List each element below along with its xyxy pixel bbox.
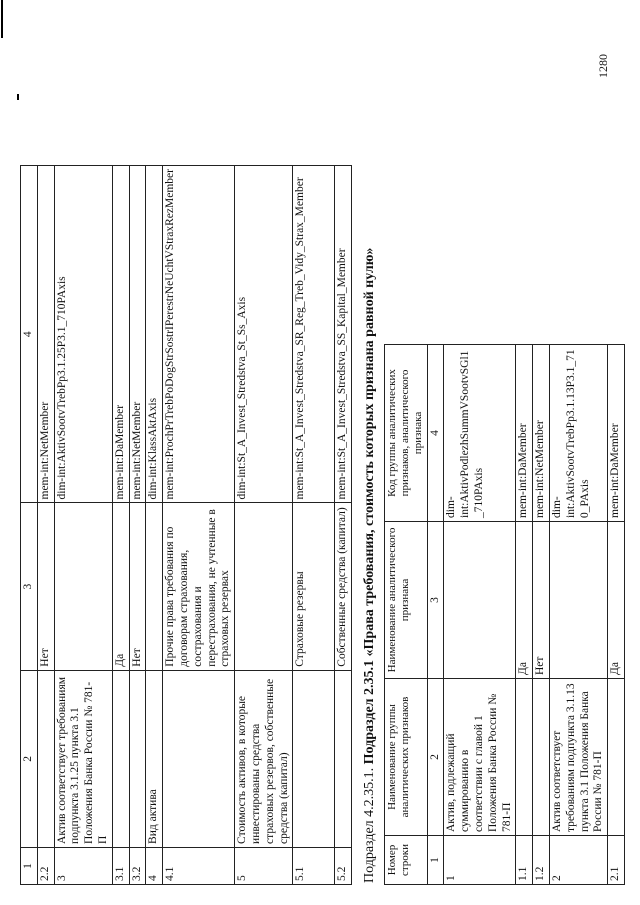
table-row [444,345,516,885]
column-number: 2 [21,670,38,847]
group-name [533,679,550,836]
table-row [54,166,112,885]
attribute-name: Нет [129,503,146,670]
attribute-code: mem-int:NetMember [533,345,550,522]
row-number: 4 [146,847,163,884]
subsection-number: Подраздел 4.2.35.1. [362,767,377,883]
group-name [293,670,335,847]
table-row [608,345,625,885]
column-number: 3 [21,503,38,670]
attribute-name: Нет [533,522,550,679]
attribute-code: dim-int:St_A_Invest_Stredstva_St_Ss_Axis [235,166,293,504]
table-row [163,166,235,885]
group-name [112,670,129,847]
row-number: 5 [235,847,293,884]
group-name [163,670,235,847]
column-number: 3 [427,522,444,679]
row-number: 1.2 [533,836,550,885]
table-row [235,166,293,885]
attribute-name [444,522,516,679]
group-name: Актив соответствует требованиям подпункта 3.1.25 пункта 3.1 Положения Банка России № 781-П [54,670,112,847]
table-row [37,166,54,885]
attribute-name [146,503,163,670]
attribute-name: Нет [37,503,54,670]
attribute-name: Да [608,522,625,679]
column-number: 1 [21,847,38,884]
attribute-code: mem-int:St_A_Invest_Stredstva_SS_Kapital_Member [335,166,352,504]
column-number: 4 [21,166,38,504]
table-row [335,166,352,885]
column-header: Код группы аналитических признаков, аналитического признака [385,345,428,522]
row-number: 1.1 [516,836,533,885]
table-row [549,345,607,885]
attribute-code: mem-int:ProchPrTrebPoDogStrSostrIPerestrNeUchtVStraxRezMember [163,166,235,504]
row-number: 2.1 [608,836,625,885]
subsection-title: Подраздел 2.35.1 «Права требования, стоимость которых признана равной нулю» [362,247,377,765]
column-header: Наименование группы аналитических признаков [385,679,428,836]
attribute-code: dim-int:KlassAktAxis [146,166,163,504]
row-number: 3.1 [112,847,129,884]
attribute-code: dim-int:AktivPodlezhSummVSootvSGl1_710PAxis [444,345,516,522]
column-number: 2 [427,679,444,836]
attributes-table-2-35-1 [384,344,625,885]
table-row [129,166,146,885]
attribute-code: dim-int:AktivSootvTrebPp3.1.25P3.1_710PAxis [54,166,112,504]
group-name [608,679,625,836]
attribute-code: dim-int:AktivSootvTrebPp3.1.13P3.1_710_PAxis [549,345,607,522]
row-number: 4.1 [163,847,235,884]
table-row [516,345,533,885]
column-header: Номер строки [385,836,428,885]
group-name: Актив, подлежащий суммированию в соответствии с главой 1 Положения Банка России № 781-П [444,679,516,836]
row-number: 5.2 [335,847,352,884]
attribute-code: mem-int:DaMember [112,166,129,504]
attribute-code: mem-int:NetMember [37,166,54,504]
group-name [335,670,352,847]
row-number: 2.2 [37,847,54,884]
table-row [293,166,335,885]
column-number: 4 [427,345,444,522]
column-header: Наименование аналитического признака [385,522,428,679]
column-number-row [427,345,444,885]
table-row [533,345,550,885]
row-number: 3.2 [129,847,146,884]
attribute-name [549,522,607,679]
row-number: 1 [444,836,516,885]
group-name: Актив соответствует требованиям подпункта 3.1.13 пункта 3.1 Положения Банка России № 781-П [549,679,607,836]
attribute-code: mem-int:DaMember [516,345,533,522]
row-number: 3 [54,847,112,884]
attribute-name [54,503,112,670]
column-number-row [21,166,38,885]
attribute-name: Страховые резервы [293,503,335,670]
row-number: 2 [549,836,607,885]
row-number: 5.1 [293,847,335,884]
attribute-name: Да [516,522,533,679]
attribute-name: Собственные средства (капитал) [335,503,352,670]
group-name: Вид актива [146,670,163,847]
group-name: Стоимость активов, в которые инвестированы средства страховых резервов, собственные средства (капитал) [235,670,293,847]
attribute-name: Прочие права требования по договорам страхования, сострахования и перестрахования, не учтенные в страховых резервах [163,503,235,670]
group-name [516,679,533,836]
attribute-name: Да [112,503,129,670]
attribute-code: mem-int:NetMember [129,166,146,504]
table-row [146,166,163,885]
attribute-code: mem-int:St_A_Invest_Stredstva_SR_Reg_Treb_Vidy_Strax_Member [293,166,335,504]
attribute-code: mem-int:DaMember [608,345,625,522]
attribute-name [235,503,293,670]
page-number: 1280 [596,54,610,78]
column-header-row [385,345,428,885]
group-name [129,670,146,847]
column-number: 1 [427,836,444,885]
group-name [37,670,54,847]
subsection-heading [362,63,378,883]
table-row [112,166,129,885]
attributes-table-continued [20,165,352,885]
